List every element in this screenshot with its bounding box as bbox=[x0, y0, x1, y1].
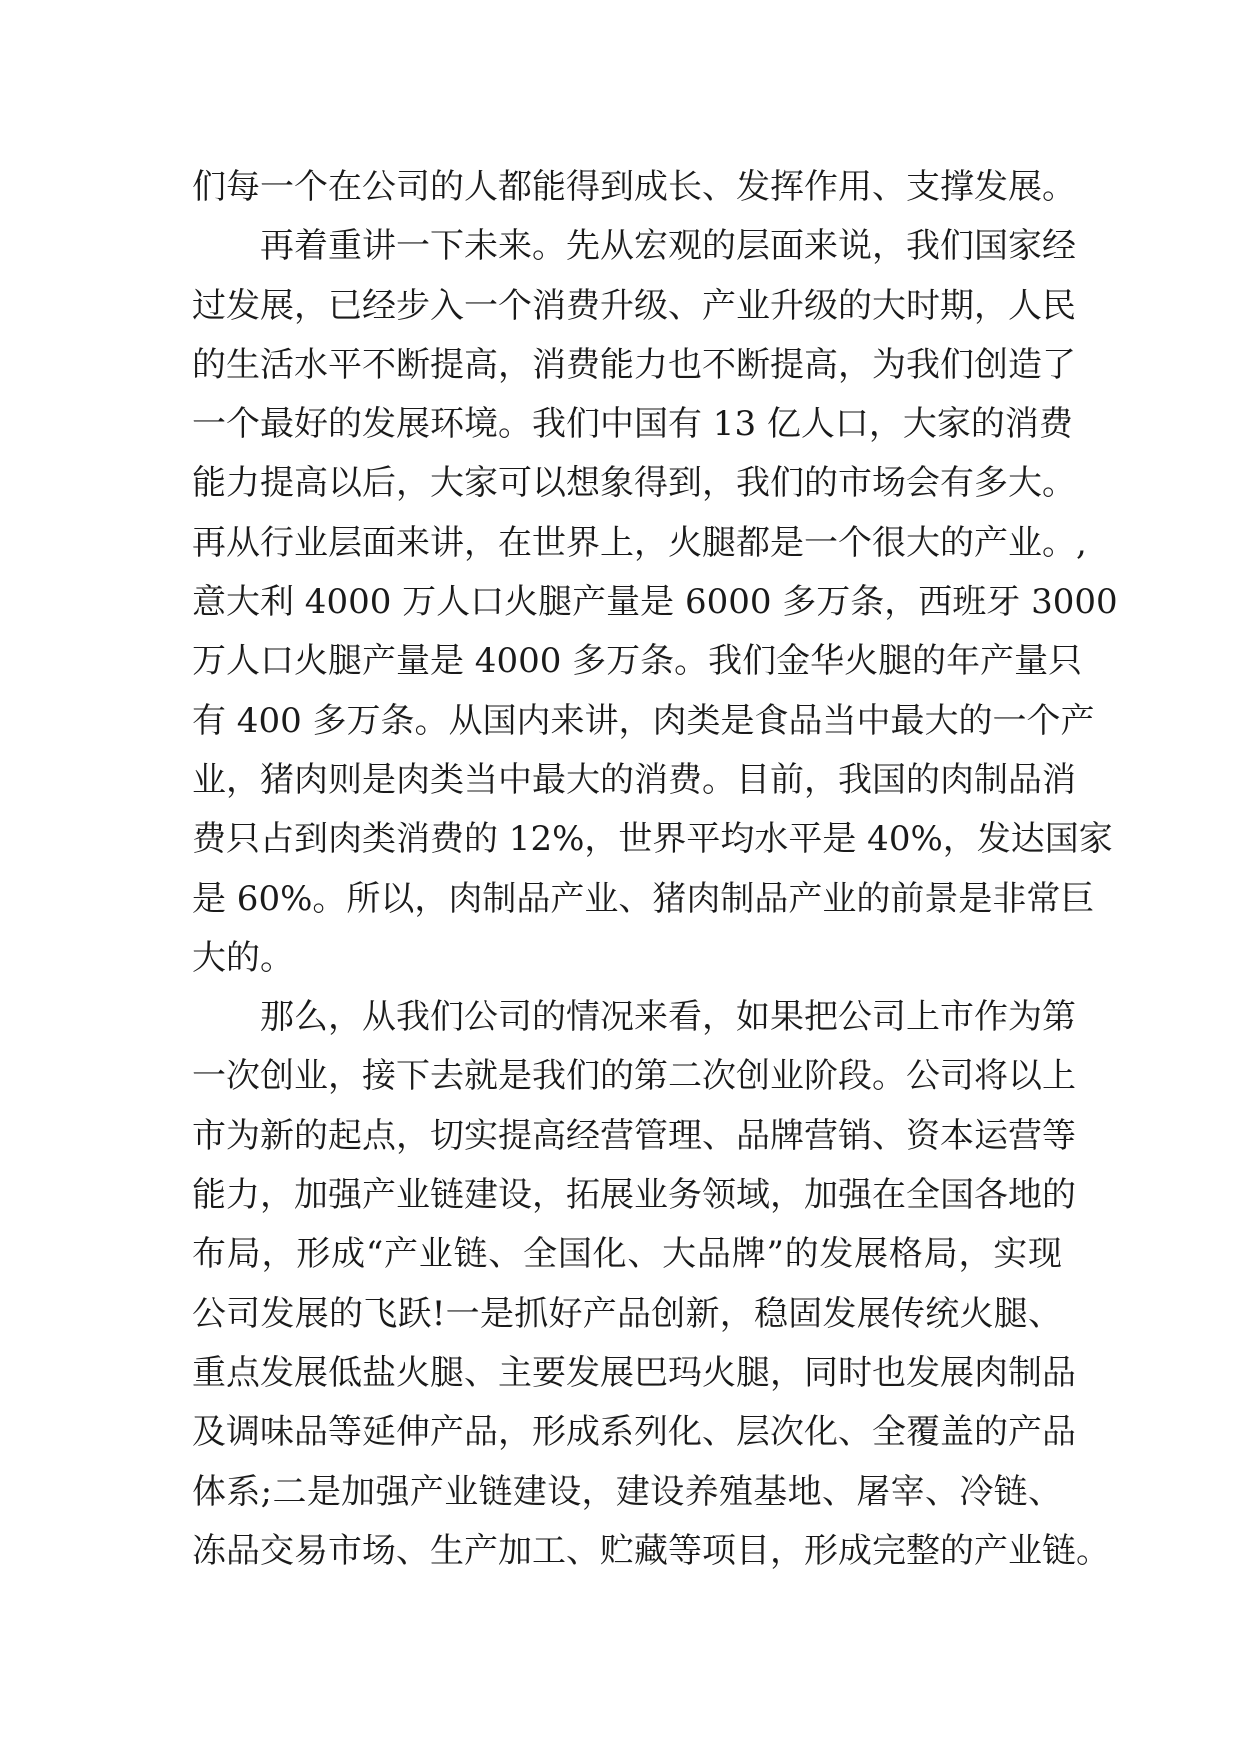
text-line: 能力，加强产业链建设，拓展业务领域，加强在全国各地的 bbox=[192, 1175, 1076, 1216]
text-line: 过发展，已经步入一个消费升级、产业升级的大时期，人民 bbox=[192, 285, 1076, 326]
text-line: 的生活水平不断提高，消费能力也不断提高，为我们创造了 bbox=[192, 344, 1076, 385]
text-line: 冻品交易市场、生产加工、贮藏等项目，形成完整的产业链。 bbox=[192, 1530, 1110, 1571]
text-line: 一个最好的发展环境。我们中国有 13 亿人口，大家的消费 bbox=[192, 404, 1073, 445]
text-line: 那么，从我们公司的情况来看，如果把公司上市作为第 bbox=[260, 997, 1076, 1038]
body-text bbox=[192, 158, 1118, 1581]
text-line: 布局，形成“产业链、全国化、大品牌”的发展格局，实现 bbox=[192, 1234, 1062, 1275]
text-line: 再从行业层面来讲，在世界上，火腿都是一个很大的产业。, bbox=[192, 522, 1087, 563]
text-line: 市为新的起点，切实提高经营管理、品牌营销、资本运营等 bbox=[192, 1115, 1076, 1156]
text-line: 一次创业，接下去就是我们的第二次创业阶段。公司将以上 bbox=[192, 1056, 1076, 1097]
text-line: 业，猪肉则是肉类当中最大的消费。目前，我国的肉制品消 bbox=[192, 759, 1076, 800]
text-line: 费只占到肉类消费的 12%，世界平均水平是 40%，发达国家 bbox=[192, 819, 1113, 860]
text-line: 万人口火腿产量是 4000 多万条。我们金华火腿的年产量只 bbox=[192, 641, 1083, 682]
text-line: 大的。 bbox=[192, 937, 294, 978]
text-line: 意大利 4000 万人口火腿产量是 6000 多万条，西班牙 3000 bbox=[192, 582, 1118, 623]
text-line: 能力提高以后，大家可以想象得到，我们的市场会有多大。 bbox=[192, 463, 1076, 504]
text-line: 们每一个在公司的人都能得到成长、发挥作用、支撑发展。 bbox=[192, 167, 1076, 207]
text-line: 重点发展低盐火腿、主要发展巴玛火腿，同时也发展肉制品 bbox=[192, 1352, 1076, 1393]
text-line: 及调味品等延伸产品，形成系列化、层次化、全覆盖的产品 bbox=[192, 1412, 1076, 1453]
text-line: 体系;二是加强产业链建设，建设养殖基地、屠宰、冷链、 bbox=[192, 1471, 1063, 1512]
text-line: 有 400 多万条。从国内来讲，肉类是食品当中最大的一个产 bbox=[192, 700, 1095, 741]
text-line: 公司发展的飞跃!一是抓好产品创新，稳固发展传统火腿、 bbox=[192, 1293, 1062, 1334]
text-line: 再着重讲一下未来。先从宏观的层面来说，我们国家经 bbox=[260, 226, 1076, 267]
text-line: 是 60%。所以，肉制品产业、猪肉制品产业的前景是非常巨 bbox=[192, 878, 1095, 919]
